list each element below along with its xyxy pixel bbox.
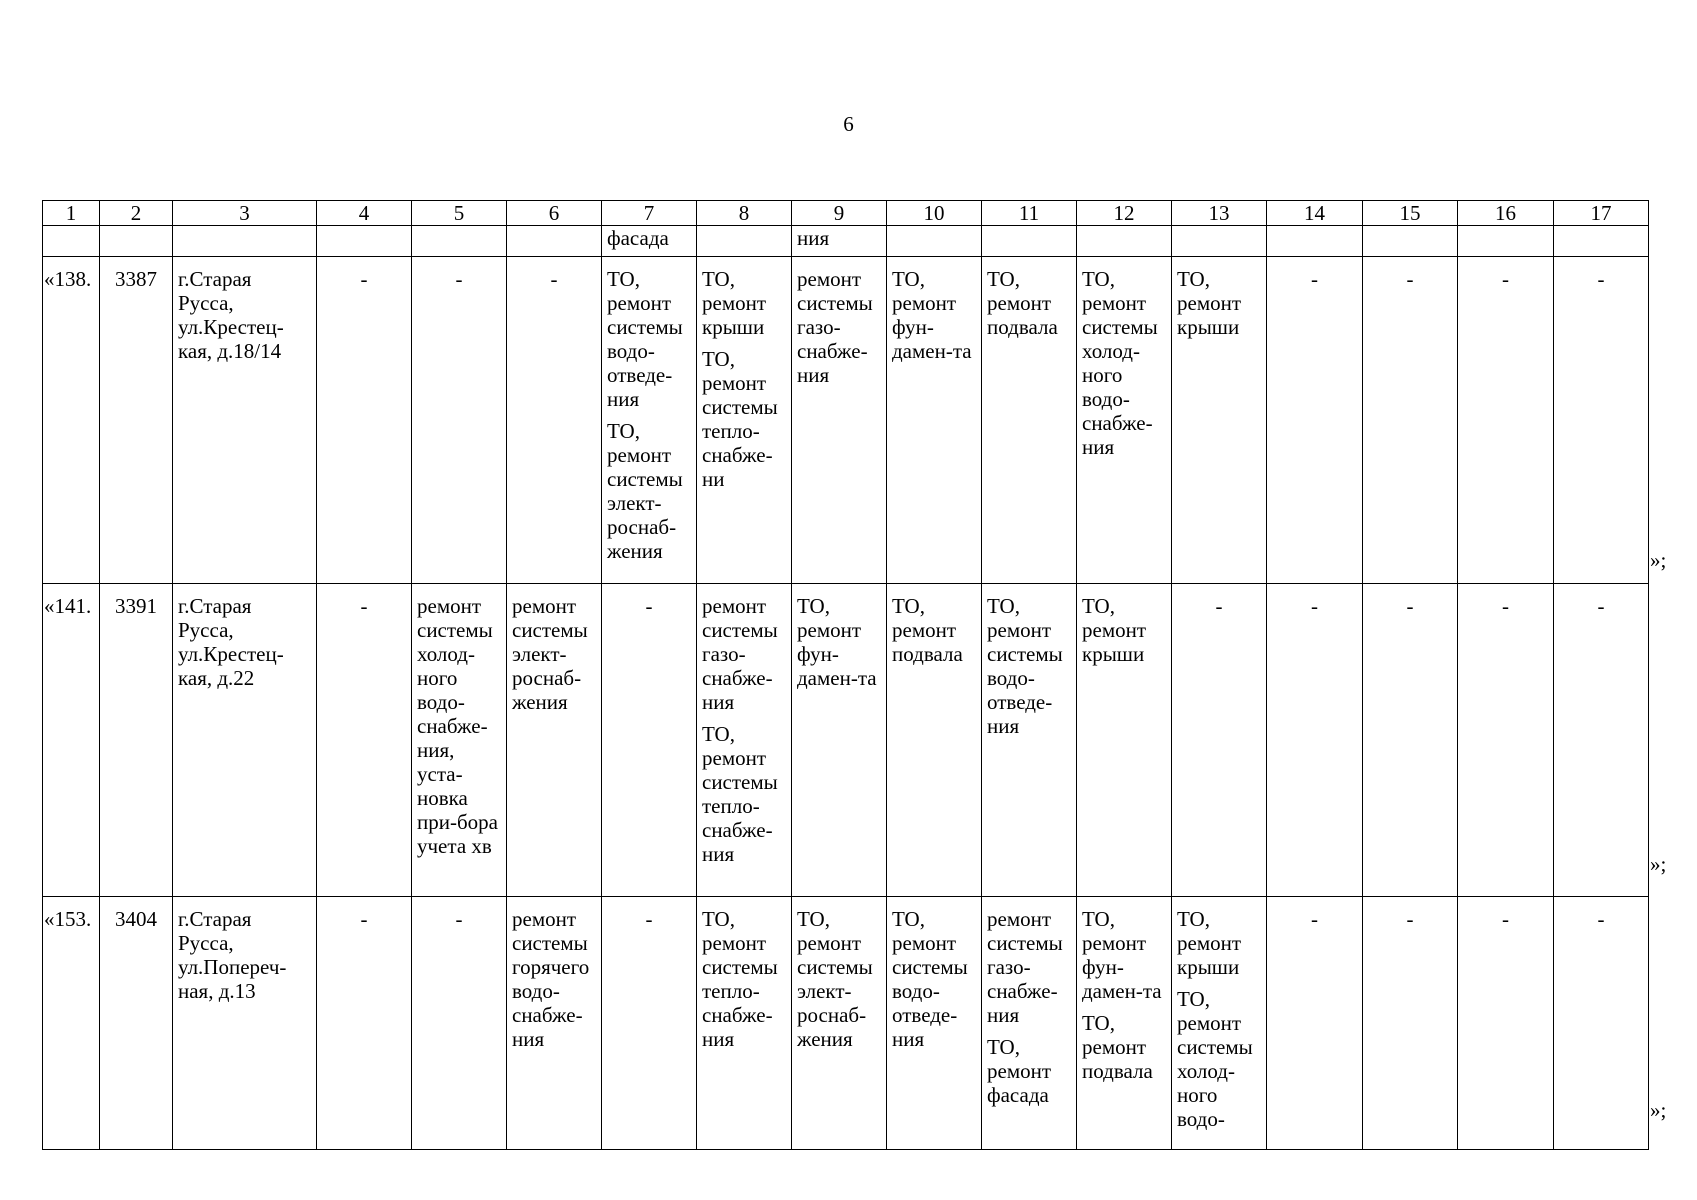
header-row — [43, 201, 1649, 226]
header-cell: 3 — [173, 201, 317, 226]
table-cell — [697, 584, 792, 897]
table-cell — [1267, 226, 1363, 257]
table-cell — [173, 226, 317, 257]
continuation-row — [43, 226, 1649, 257]
row-number: «141. — [43, 584, 100, 897]
table-cell: ТО, ремонт системы элект-роснаб-жения — [792, 897, 887, 1150]
table-cell — [43, 226, 100, 257]
row-closing-mark: »; — [1650, 852, 1667, 876]
table-cell: ТО, ремонт подвала — [982, 257, 1077, 584]
header-cell: 9 — [792, 201, 887, 226]
table-cell: - — [1172, 584, 1267, 897]
table-cell — [1554, 226, 1649, 257]
cell-text: ремонт системы газо-снабже-ния — [987, 907, 1063, 1027]
row-code: 3404 — [100, 897, 173, 1150]
header-cell: 6 — [507, 201, 602, 226]
table-cell — [887, 226, 982, 257]
table-cell: - — [1554, 584, 1649, 897]
cell-text: ТО, ремонт системы тепло-снабже-ния — [702, 722, 778, 866]
row-code: 3387 — [100, 257, 173, 584]
cell-text: ТО, ремонт фасада — [987, 1035, 1052, 1107]
header-cell: 4 — [317, 201, 412, 226]
table-cell: - — [317, 257, 412, 584]
table-cell: ния — [792, 226, 887, 257]
document-table — [42, 200, 1649, 1150]
table-row — [43, 897, 1649, 1150]
row-closing-mark: »; — [1650, 548, 1667, 572]
table-cell — [317, 226, 412, 257]
row-number: «153. — [43, 897, 100, 1150]
cell-text: ТО, ремонт системы элект-роснаб-жения — [607, 419, 683, 563]
table-cell — [100, 226, 173, 257]
table-cell: ТО, ремонт системы тепло-снабже-ния — [697, 897, 792, 1150]
cell-text: ТО, ремонт крыши — [702, 267, 767, 339]
header-cell: 1 — [43, 201, 100, 226]
table-cell — [1363, 226, 1458, 257]
table-cell: ТО, ремонт фун-дамен-та — [792, 584, 887, 897]
row-code: 3391 — [100, 584, 173, 897]
table-cell: фасада — [602, 226, 697, 257]
cell-text: ТО, ремонт крыши — [1177, 907, 1242, 979]
table-cell — [1172, 897, 1267, 1150]
cell-text: ТО, ремонт фун-дамен-та — [1082, 907, 1162, 1003]
table-cell: - — [1458, 897, 1554, 1150]
table-cell — [697, 257, 792, 584]
table-cell: ТО, ремонт системы водо-отведе-ния — [982, 584, 1077, 897]
cell-text: ТО, ремонт системы водо-отведе-ния — [607, 267, 683, 411]
row-address: г.Старая Русса, ул.Крестец-кая, д.22 — [173, 584, 317, 897]
table-cell: ТО, ремонт подвала — [887, 584, 982, 897]
row-closing-mark: »; — [1650, 1098, 1667, 1122]
table-cell — [982, 897, 1077, 1150]
table-cell: - — [1267, 584, 1363, 897]
table-row — [43, 257, 1649, 584]
table-cell — [507, 226, 602, 257]
table-cell: - — [412, 257, 507, 584]
table-cell: - — [1458, 257, 1554, 584]
header-cell: 15 — [1363, 201, 1458, 226]
table-cell — [412, 226, 507, 257]
table-cell: - — [317, 897, 412, 1150]
table-cell: ТО, ремонт фун-дамен-та — [887, 257, 982, 584]
cell-text: ремонт системы газо-снабже-ния — [702, 594, 778, 714]
table-cell: ТО, ремонт системы холод-ного водо-снабже-ния — [1077, 257, 1172, 584]
table-cell — [1077, 897, 1172, 1150]
header-cell: 11 — [982, 201, 1077, 226]
header-cell: 17 — [1554, 201, 1649, 226]
page-number: 6 — [843, 112, 854, 136]
table-cell — [1458, 226, 1554, 257]
cell-text: ТО, ремонт системы холод-ного водо- — [1177, 987, 1253, 1131]
table-cell: - — [602, 584, 697, 897]
table-cell: - — [1554, 897, 1649, 1150]
table-cell: ТО, ремонт крыши — [1172, 257, 1267, 584]
row-address: г.Старая Русса, ул.Крестец-кая, д.18/14 — [173, 257, 317, 584]
row-address: г.Старая Русса, ул.Попереч-ная, д.13 — [173, 897, 317, 1150]
row-number: «138. — [43, 257, 100, 584]
table-row — [43, 584, 1649, 897]
table-cell: ремонт системы холод-ного водо-снабже-ния, уста-новка при-бора учета хв — [412, 584, 507, 897]
header-cell: 10 — [887, 201, 982, 226]
table-cell: ремонт системы горячего водо-снабже-ния — [507, 897, 602, 1150]
header-cell: 12 — [1077, 201, 1172, 226]
table-cell: - — [1267, 257, 1363, 584]
table-cell: - — [1458, 584, 1554, 897]
table-cell: - — [1363, 897, 1458, 1150]
header-cell: 5 — [412, 201, 507, 226]
header-cell: 14 — [1267, 201, 1363, 226]
table-cell: - — [412, 897, 507, 1150]
table-cell: - — [1267, 897, 1363, 1150]
header-cell: 13 — [1172, 201, 1267, 226]
table-cell: - — [1554, 257, 1649, 584]
header-cell: 2 — [100, 201, 173, 226]
table-cell — [1077, 226, 1172, 257]
header-cell: 8 — [697, 201, 792, 226]
cell-text: ТО, ремонт системы тепло-снабже-ни — [702, 347, 778, 491]
table-cell: ТО, ремонт системы водо-отведе-ния — [887, 897, 982, 1150]
table-cell: - — [602, 897, 697, 1150]
table-cell — [1172, 226, 1267, 257]
table-cell: - — [507, 257, 602, 584]
table-cell — [982, 226, 1077, 257]
table-cell: - — [317, 584, 412, 897]
table-cell: ТО, ремонт крыши — [1077, 584, 1172, 897]
table-cell: ремонт системы газо-снабже-ния — [792, 257, 887, 584]
table-cell: - — [1363, 257, 1458, 584]
cell-text: ТО, ремонт подвала — [1082, 1011, 1153, 1083]
table-cell — [602, 257, 697, 584]
table-cell — [697, 226, 792, 257]
header-cell: 16 — [1458, 201, 1554, 226]
table-cell: - — [1363, 584, 1458, 897]
header-cell: 7 — [602, 201, 697, 226]
table-cell: ремонт системы элект-роснаб-жения — [507, 584, 602, 897]
